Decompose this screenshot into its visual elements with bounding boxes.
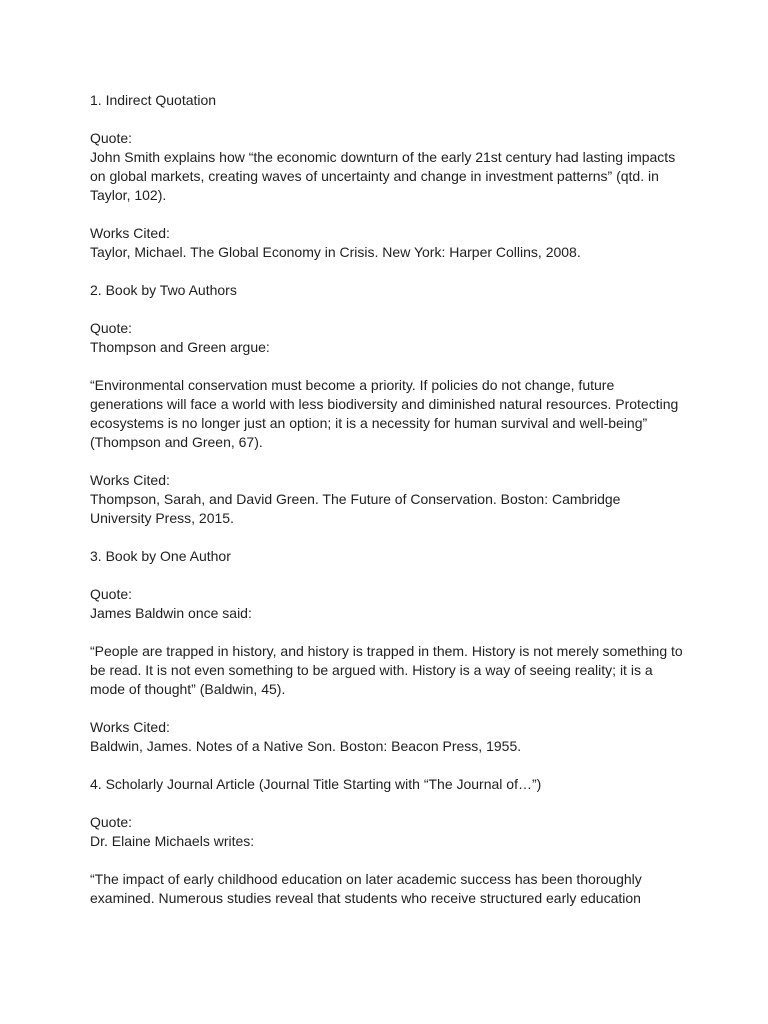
quote-text	[90, 642, 688, 699]
works-cited-label: Works Cited:	[90, 719, 170, 735]
quote-label: Quote:	[90, 130, 133, 146]
quote-line: John Smith explains how “the economic downturn of the early 21st century had lasting impacts	[90, 149, 676, 165]
quote-label: Quote:	[90, 814, 133, 830]
quote-label: Quote:	[90, 586, 133, 602]
citation-line: Baldwin, James. Notes of a Native Son. Boston: Beacon Press, 1955.	[90, 738, 522, 754]
quote-line: mode of thought” (Baldwin, 45).	[90, 681, 286, 697]
quote-line: (Thompson and Green, 67).	[90, 434, 263, 450]
citation-line: University Press, 2015.	[90, 510, 234, 526]
quote-line: “The impact of early childhood education on later academic success has been thoroughly	[90, 871, 642, 887]
citation-line: Thompson, Sarah, and David Green. The Future of Conservation. Boston: Cambridge	[90, 491, 621, 507]
quote-text	[90, 870, 688, 908]
section-heading: 3. Book by One Author	[90, 548, 231, 564]
quote-text	[90, 376, 688, 452]
quote-line: “Environmental conservation must become a priority. If policies do not change, future	[90, 377, 615, 393]
section-heading: 1. Indirect Quotation	[90, 92, 217, 108]
quote-line: “People are trapped in history, and history is trapped in them. History is not merely something to	[90, 643, 683, 659]
quote-line: ecosystems is no longer just an option; it is a necessity for human survival and well-being”	[90, 415, 648, 431]
works-cited-label: Works Cited:	[90, 225, 170, 241]
quote-line: generations will face a world with less biodiversity and diminished natural resources. Protecting	[90, 396, 679, 412]
quote-intro: James Baldwin once said:	[90, 605, 252, 621]
works-cited-label: Works Cited:	[90, 472, 170, 488]
quote-line: examined. Numerous studies reveal that students who receive structured early education	[90, 890, 641, 906]
quote-label: Quote:	[90, 320, 133, 336]
quote-line: be read. It is not even something to be argued with. History is a way of seeing reality; it is a	[90, 662, 653, 678]
quote-line: Taylor, 102).	[90, 187, 167, 203]
quote-intro: Dr. Elaine Michaels writes:	[90, 833, 255, 849]
quote-text	[90, 148, 688, 205]
citation-line: Taylor, Michael. The Global Economy in Crisis. New York: Harper Collins, 2008.	[90, 244, 581, 260]
quote-line: on global markets, creating waves of uncertainty and change in investment patterns” (qtd. in	[90, 168, 659, 184]
section-heading: 2. Book by Two Authors	[90, 282, 237, 298]
quote-intro: Thompson and Green argue:	[90, 339, 270, 355]
section-heading: 4. Scholarly Journal Article (Journal Title Starting with “The Journal of…”)	[90, 776, 542, 792]
